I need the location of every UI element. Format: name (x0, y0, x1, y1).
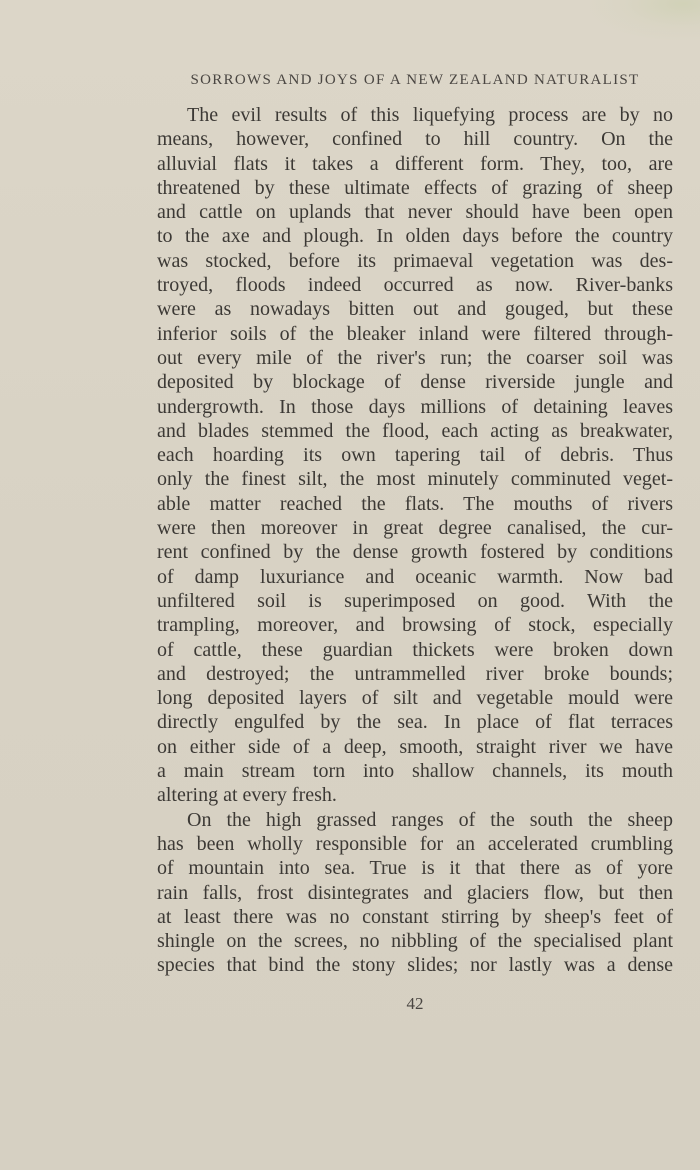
text-line: each hoarding its own tapering tail of debris. Thus (157, 444, 673, 467)
text-line: only the finest silt, the most minutely comminuted veget- (157, 468, 673, 491)
text-line: inferior soils of the bleaker inland were filtered through- (157, 322, 673, 345)
text-line: of damp luxuriance and oceanic warmth. Now bad (157, 565, 673, 588)
page-number: 42 (406, 994, 424, 1013)
text-line: troyed, floods indeed occurred as now. River-banks (157, 274, 673, 297)
running-head: SORROWS AND JOYS OF A NEW ZEALAND NATURALIST (190, 72, 640, 88)
text-line: were as nowadays bitten out and gouged, but these (157, 298, 673, 321)
text-line: on either side of a deep, smooth, straight river we have (157, 735, 673, 758)
text-line: of mountain into sea. True is it that there as of yore (157, 857, 673, 880)
text-line: and cattle on uplands that never should have been open (157, 201, 673, 224)
text-line: On the high grassed ranges of the south the sheep (187, 808, 673, 831)
text-line: was stocked, before its primaeval vegetation was des- (157, 249, 673, 272)
text-line: unfiltered soil is superimposed on good. With the (157, 589, 673, 612)
text-line: able matter reached the flats. The mouths of rivers (157, 492, 673, 515)
text-line: and destroyed; the untrammelled river broke bounds; (157, 662, 673, 685)
text-line: directly engulfed by the sea. In place of flat terraces (157, 711, 673, 734)
text-line: long deposited layers of silt and vegetable mould were (157, 687, 673, 710)
text-line: of cattle, these guardian thickets were broken down (157, 638, 673, 661)
text-line: to the axe and plough. In olden days before the country (157, 225, 673, 248)
text-line: deposited by blockage of dense riverside jungle and (157, 371, 673, 394)
text-line: altering at every fresh. (157, 784, 337, 807)
text-line: trampling, moreover, and browsing of stock, especially (157, 614, 673, 637)
text-line: a main stream torn into shallow channels, its mouth (157, 760, 673, 783)
text-line: out every mile of the river's run; the coarser soil was (157, 346, 673, 369)
body-text (157, 103, 673, 978)
text-line: rain falls, frost disintegrates and glaciers flow, but then (157, 881, 673, 904)
paper-stain (590, 0, 700, 40)
paragraph-2 (157, 808, 673, 978)
text-line: alluvial flats it takes a different form. They, too, are (157, 152, 673, 175)
text-line: species that bind the stony slides; nor lastly was a dense (157, 954, 673, 977)
text-line: at least there was no constant stirring by sheep's feet of (157, 905, 673, 928)
text-line: rent confined by the dense growth fostered by conditions (157, 541, 673, 564)
text-line: were then moreover in great degree canalised, the cur- (157, 517, 673, 540)
text-line: means, however, confined to hill country. On the (157, 128, 673, 151)
text-line: and blades stemmed the flood, each acting as breakwater, (157, 419, 673, 442)
text-line: The evil results of this liquefying process are by no (187, 104, 673, 126)
text-line: has been wholly responsible for an accelerated crumbling (157, 832, 673, 855)
text-line: shingle on the screes, no nibbling of the specialised plant (157, 930, 673, 953)
text-line: threatened by these ultimate effects of grazing of sheep (157, 176, 673, 199)
text-line: undergrowth. In those days millions of detaining leaves (157, 395, 673, 418)
paragraph-1 (157, 103, 673, 808)
